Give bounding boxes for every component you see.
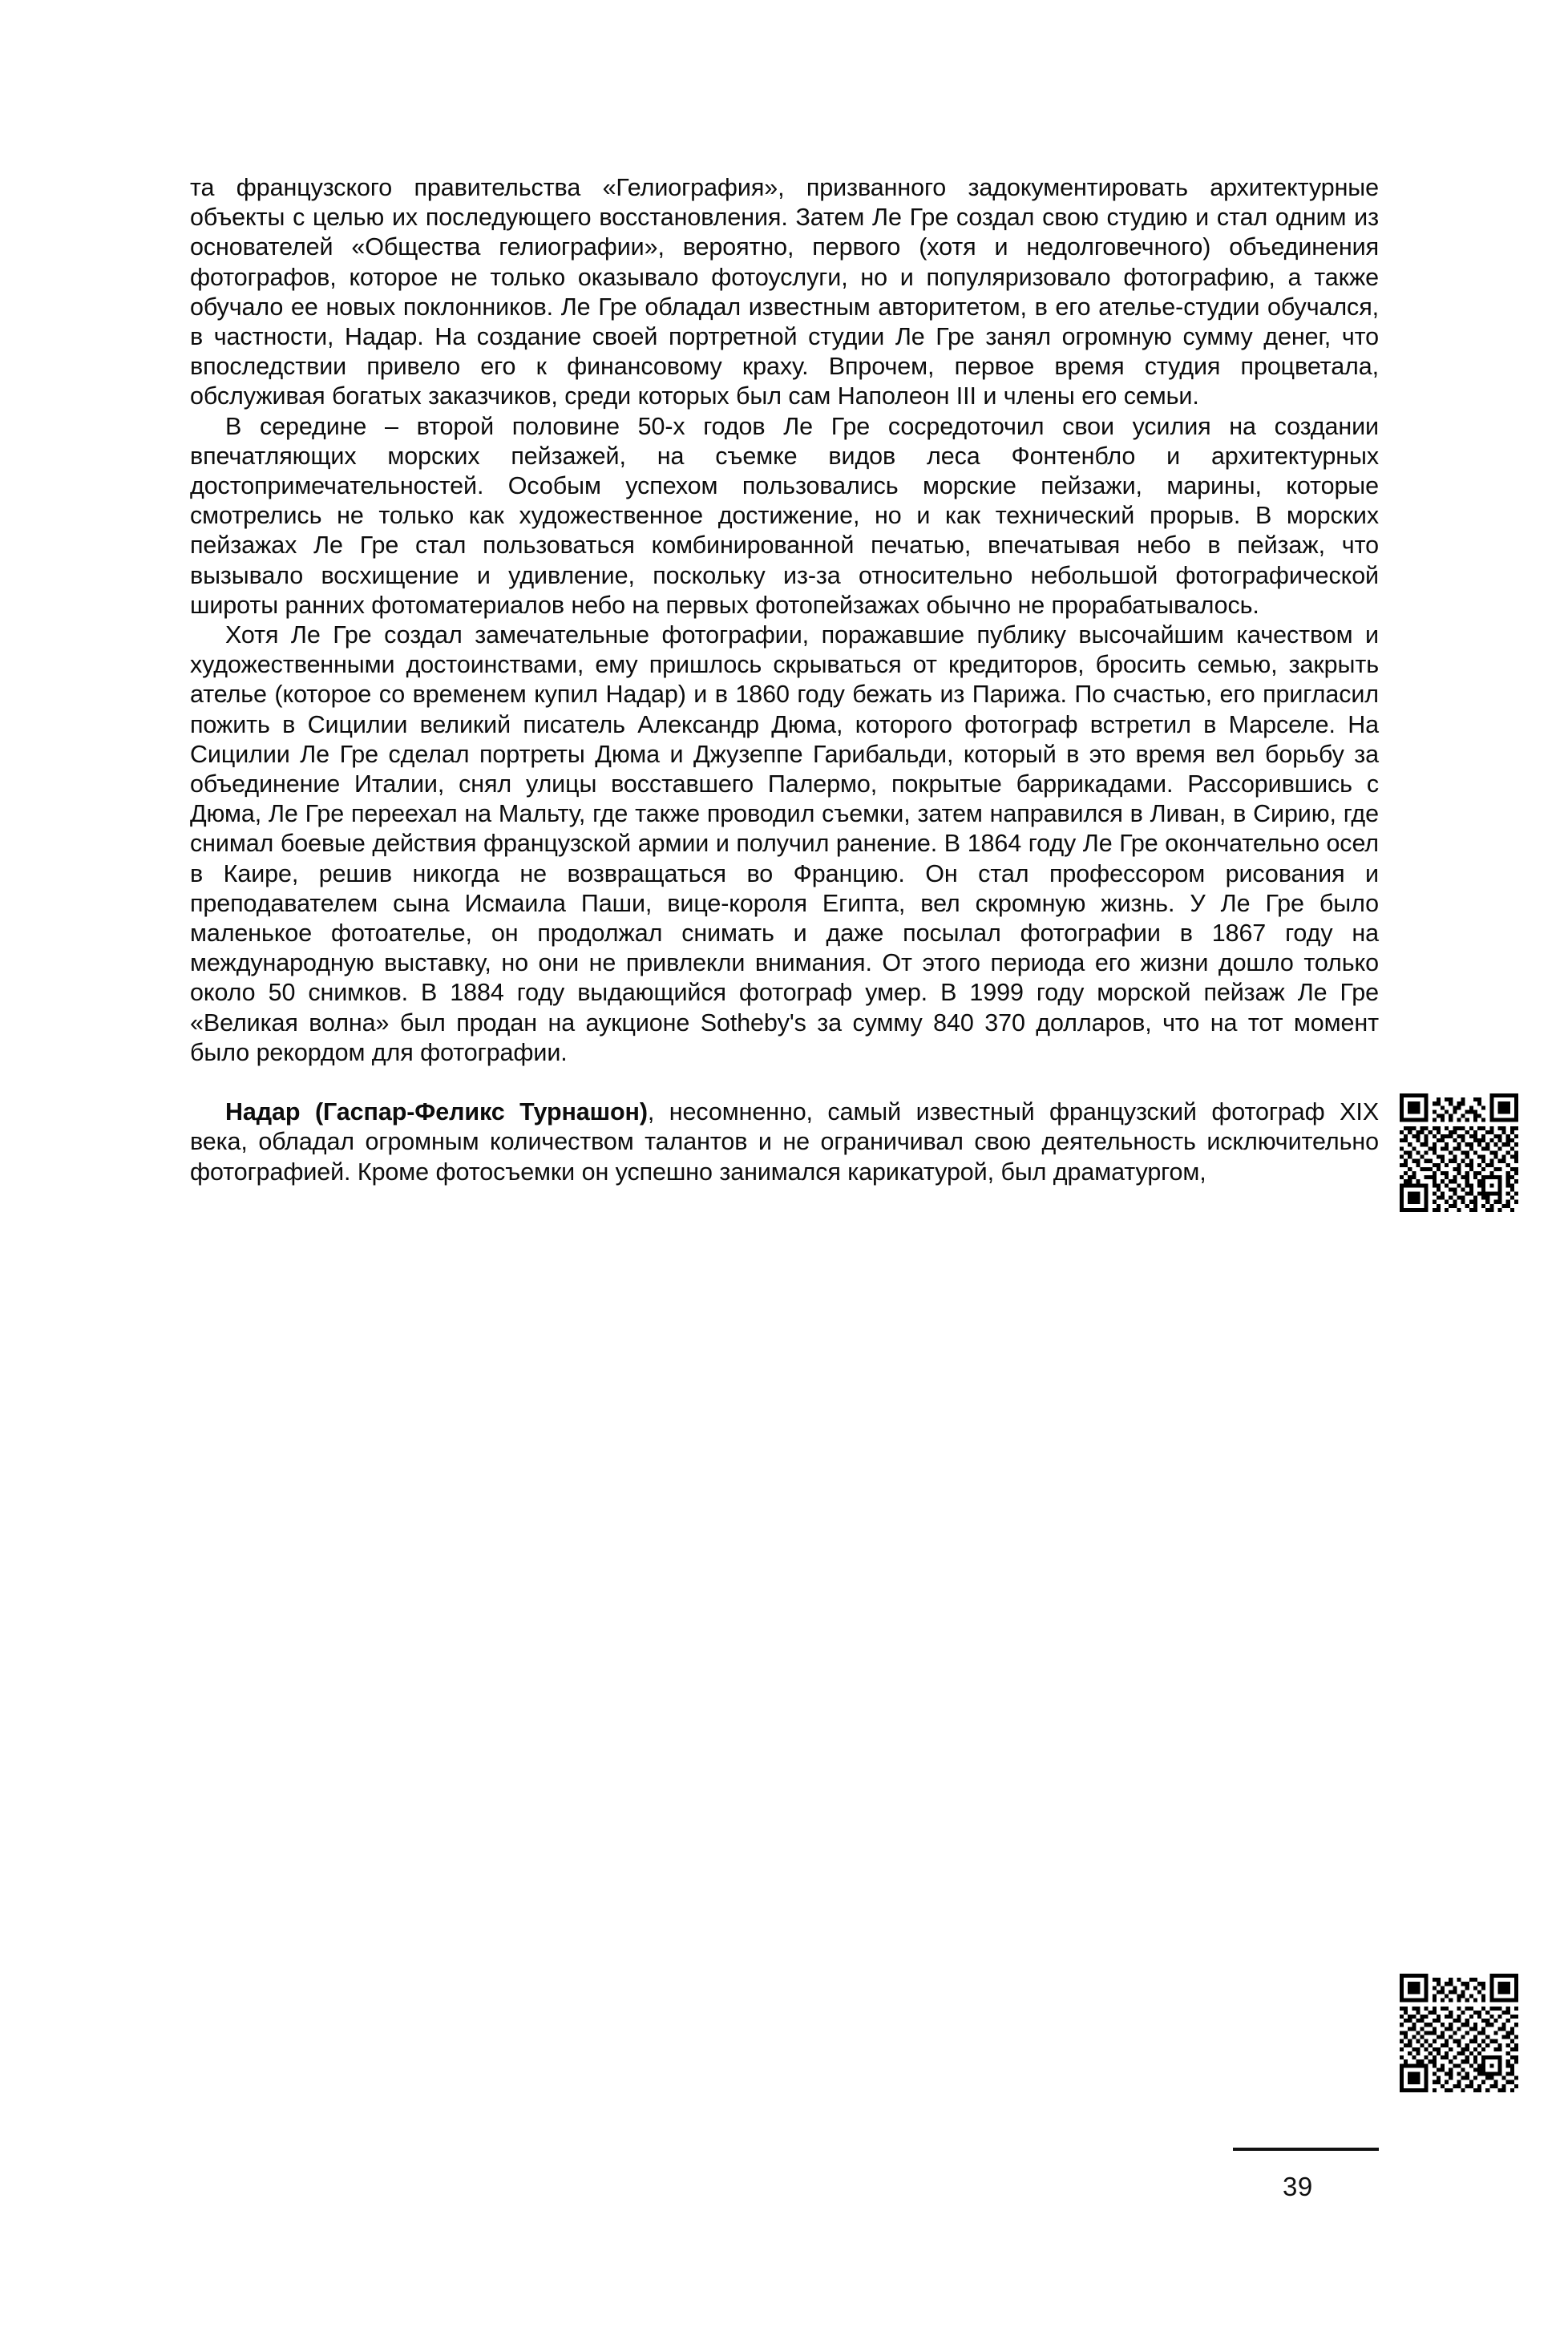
footer-divider (1233, 2148, 1379, 2151)
text-column (190, 173, 1379, 1187)
paragraph-3: Хотя Ле Гре создал замечательные фотографии, поражавшие публику высочайшим качеством и художественными достоинствами, ему пришлось скрываться от кредиторов, бросить семью, закрыть ателье (которое со временем купил Надар) и в 1860 году бежать из Парижа. По счастью, его пригласил пожить в Сицилии великий писатель Александр Дюма, которого фотограф встретил в Марселе. На Сицилии Ле Гре сделал портреты Дюма и Джузеппе Гарибальди, который в это время вел борьбу за объединение Италии, снял улицы восставшего Палермо, покрытые баррикадами. Рассорившись с Дюма, Ле Гре переехал на Мальту, где также проводил съемки, затем направился в Ливан, в Сирию, где снимал боевые действия французской армии и получил ранение. В 1864 году Ле Гре окончательно осел в Каире, решив никогда не возвращаться во Францию. Он стал профессором рисования и преподавателем сына Исмаила Паши, вице-короля Египта, вел скромную жизнь. У Ле Гре было маленькое фотоателье, он продолжал снимать и даже посылал фотографии в 1867 году на международную выставку, но они не привлекли внимания. От этого периода его жизни дошло только около 50 снимков. В 1884 году выдающийся фотограф умер. В 1999 году морской пейзаж Ле Гре «Великая волна» был продан на аукционе Sotheby's за сумму 840 370 долларов, что на тот момент было рекордом для фотографии. (190, 621, 1379, 1066)
paragraph-4-bold-lead: Надар (Гаспар-Феликс Турнашон) (225, 1098, 648, 1126)
qr-code-bottom-icon[interactable] (1399, 1974, 1519, 2092)
page-number: 39 (1283, 2172, 1313, 2201)
paragraph-4 (190, 1097, 1379, 1187)
paragraph-4-body: , несомненно, самый известный французский фотограф XIX века, обладал огромным количеством талантов и не ограничивал свою деятельность исключительно фотографией. Кроме фотосъемки он успешно занимался карикатурой, был драматургом, (190, 1098, 1379, 1186)
qr-code-top-icon[interactable] (1399, 1093, 1519, 1212)
paragraph-2: В середине – второй половине 50-х годов Ле Гре сосредоточил свои усилия на создании впечатляющих морских пейзажей, на съемке видов леса Фонтенбло и архитектурных достопримечательностей. Особым успехом пользовались морские пейзажи, марины, которые смотрелись не только как художественное достижение, но и как технический прорыв. В морских пейзажах Ле Гре стал пользоваться комбинированной печатью, впечатывая небо в пейзаж, что вызывало восхищение и удивление, поскольку из-за относительно небольшой фотографической широты ранних фотоматериалов небо на первых фотопейзажах обычно не прорабатывалось. (190, 412, 1379, 619)
paragraph-1: та французского правительства «Гелиография», призванного задокументировать архитектурные объекты с целью их последующего восстановления. Затем Ле Гре создал свою студию и стал одним из основателей «Общества гелиографии», вероятно, первого (хотя и недолговечного) объединения фотографов, которое не только оказывало фотоуслуги, но и популяризовало фотографию, а также обучало ее новых поклонников. Ле Гре обладал известным авторитетом, в его ателье-студии обучался, в частности, Надар. На создание своей портретной студии Ле Гре занял огромную сумму денег, что впоследствии привело его к финансовому краху. Впрочем, первое время студия процветала, обслуживая богатых заказчиков, среди которых был сам Наполеон III и члены его семьи. (190, 174, 1379, 410)
